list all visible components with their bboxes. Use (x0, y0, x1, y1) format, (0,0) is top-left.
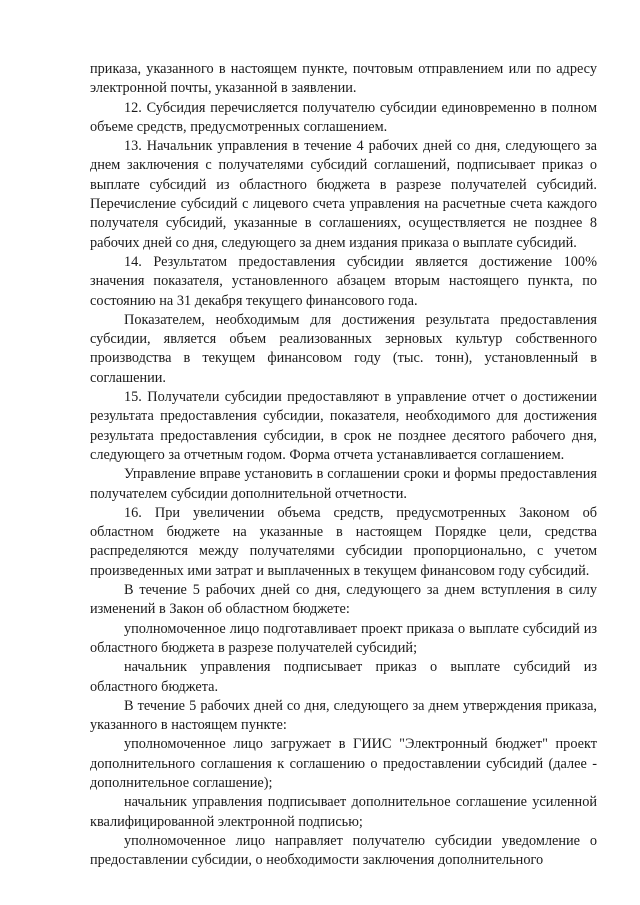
paragraph-additional-reporting: Управление вправе установить в соглашении сроки и формы предоставления получателем субсидии дополнительной отчетности. (90, 466, 597, 502)
paragraph-within-5-days-order: В течение 5 рабочих дней со дня, следующего за днем утверждения приказа, указанного в настоящем пункте: (90, 697, 597, 734)
paragraph-upload-agreement: уполномоченное лицо загружает в ГИИС "Электронный бюджет" проект дополнительного соглашения к соглашению о предоставлении субсидий (далее - дополнительное соглашение); (90, 736, 597, 791)
paragraph-send-notice: уполномоченное лицо направляет получателю субсидии уведомление о предоставлении субсидии, о необходимости заключения дополнительного (90, 832, 597, 869)
paragraph-item-15: 15. Получатели субсидии предоставляют в управление отчет о достижении результата предоставления субсидии, показателя, необходимого для достижения результата предоставления субсидии, в срок не позднее десятого рабочего дня, следующего за отчетным годом. Форма отчета устанавливается соглашением. (90, 389, 597, 463)
document-body (90, 60, 597, 870)
paragraph-continuation: приказа, указанного в настоящем пункте, почтовым отправлением или по адресу электронной почты, указанной в заявлении. (90, 61, 597, 97)
paragraph-item-13: 13. Начальник управления в течение 4 рабочих дней со дня, следующего за днем заключения с получателями субсидий соглашений, подписывает приказ о выплате субсидий из областного бюджета в разрезе получателей субсидий. Перечисление субсидий с лицевого счета управления на расчетные счета каждого получателя субсидий, указанные в соглашениях, осуществляется не позднее 8 рабочих дней со дня, следующего за днем издания приказа о выплате субсидий. (90, 138, 597, 251)
paragraph-prepare-order: уполномоченное лицо подготавливает проект приказа о выплате субсидий из областного бюджета в разрезе получателей субсидий; (90, 620, 597, 656)
paragraph-item-14: 14. Результатом предоставления субсидии является достижение 100% значения показателя, установленного абзацем вторым настоящего пункта, по состоянию на 31 декабря текущего финансового года. (90, 253, 597, 309)
paragraph-item-12: 12. Субсидия перечисляется получателю субсидии единовременно в полном объеме средств, предусмотренных соглашением. (90, 99, 597, 135)
paragraph-sign-order: начальник управления подписывает приказ о выплате субсидий из областного бюджета. (90, 659, 597, 695)
paragraph-indicator: Показателем, необходимым для достижения результата предоставления субсидии, является объем реализованных зерновых культур собственного производства в текущем финансовом году (тыс. тонн), установленный в соглашении. (90, 311, 597, 386)
paragraph-item-16: 16. При увеличении объема средств, предусмотренных Законом об областном бюджете на указанные в настоящем Порядке цели, средства распределяются между получателями субсидии пропорционально, с учетом произведенных ими затрат и выплаченных в текущем финансовом году субсидий. (90, 504, 597, 579)
paragraph-sign-agreement: начальник управления подписывает дополнительное соглашение усиленной квалифицированной электронной подписью; (90, 794, 597, 830)
paragraph-within-5-days-law: В течение 5 рабочих дней со дня, следующего за днем вступления в силу изменений в Закон об областном бюджете: (90, 582, 597, 618)
